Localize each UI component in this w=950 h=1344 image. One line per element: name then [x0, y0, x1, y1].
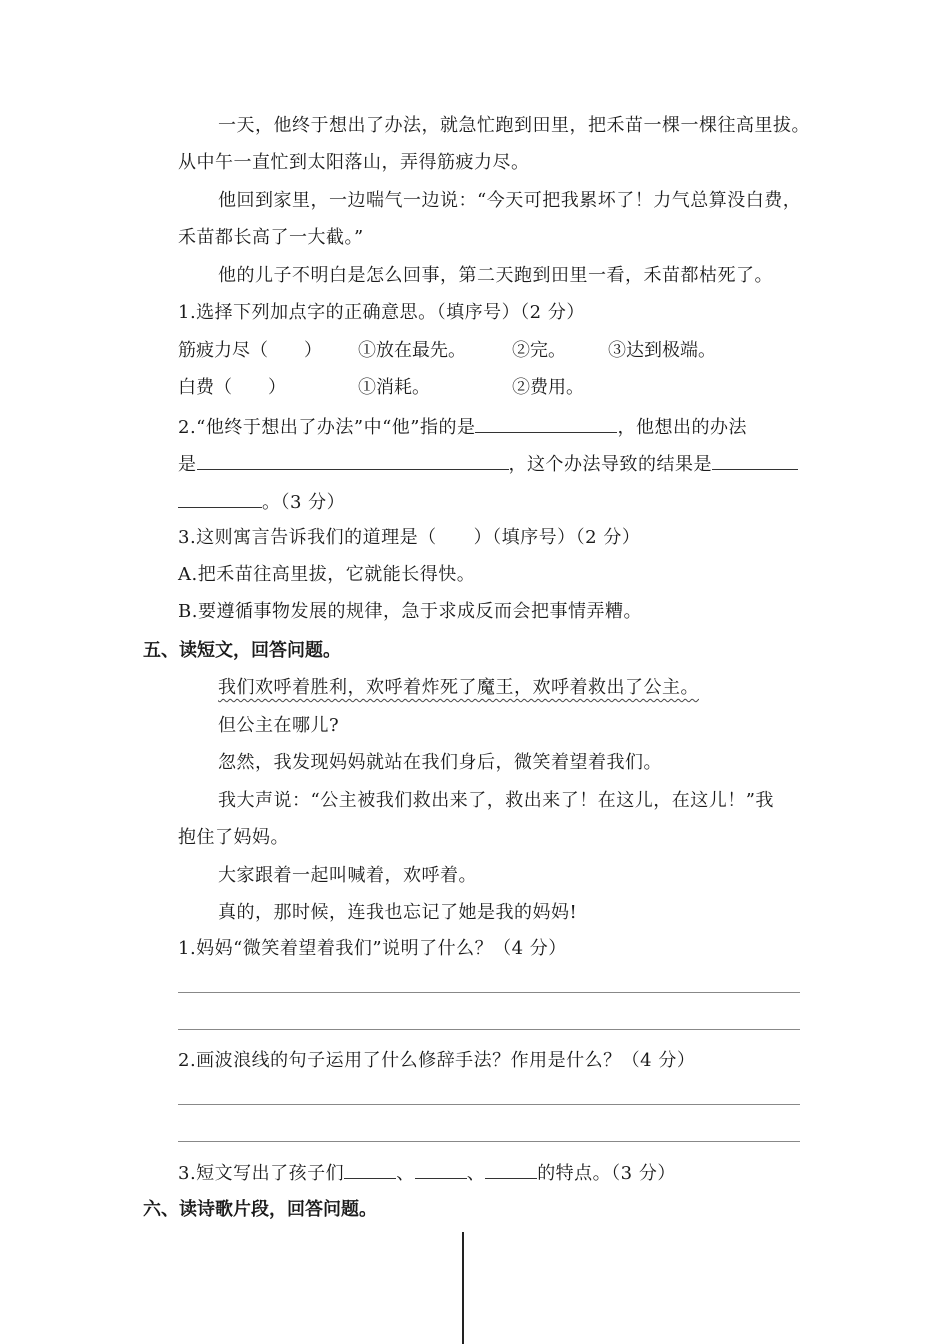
answer-line[interactable] — [178, 1104, 800, 1105]
answer-blank[interactable] — [485, 1160, 537, 1179]
option-b[interactable]: B.要遵循事物发展的规律，急于求成反而会把事情弄糟。 — [178, 601, 642, 622]
question-5-3 — [178, 1160, 676, 1186]
answer-blank[interactable] — [712, 451, 798, 470]
passage-paragraph: 他的儿子不明白是怎么回事，第二天跑到田里一看，禾苗都枯死了。 — [218, 265, 773, 286]
q4-1-option-2: ②费用。 — [512, 377, 584, 398]
passage-paragraph: 一天，他终于想出了办法，就急忙跑到田里，把禾苗一棵一棵往高里拔。 — [218, 115, 810, 136]
q4-1-option-3: ③达到极端。 — [608, 340, 716, 361]
answer-line[interactable] — [178, 992, 800, 993]
question-text: 是 — [178, 454, 197, 475]
question-text: ，他想出的办法 — [617, 417, 747, 438]
passage-paragraph-wavy — [218, 676, 699, 700]
question-text: 。（3 分） — [262, 492, 346, 513]
question-text: 的特点。（3 分） — [537, 1163, 676, 1184]
question-text: 2.“他终于想出了办法”中“他”指的是 — [178, 417, 476, 438]
column-divider — [462, 1232, 464, 1344]
answer-blank[interactable] — [415, 1160, 467, 1179]
answer-blank[interactable] — [197, 451, 509, 470]
q4-1-word-answer-slot[interactable]: 白费（ ） — [178, 377, 286, 398]
question-4-3: 3.这则寓言告诉我们的道理是（ ）（填序号）（2 分） — [178, 527, 641, 548]
q4-1-word-answer-slot[interactable]: 筋疲力尽（ ） — [178, 340, 322, 361]
passage-paragraph-continued: 禾苗都长高了一大截。” — [178, 227, 364, 248]
question-4-1: 1.选择下列加点字的正确意思。（填序号）（2 分） — [178, 302, 585, 323]
answer-blank[interactable] — [344, 1160, 396, 1179]
passage-paragraph: 他回到家里，一边喘气一边说：“今天可把我累坏了！力气总算没白费， — [218, 190, 802, 211]
question-text: 3.短文写出了孩子们 — [178, 1163, 345, 1184]
passage-paragraph: 但公主在哪儿? — [218, 715, 340, 736]
passage-paragraph: 大家跟着一起叫喊着，欢呼着。 — [218, 865, 477, 886]
answer-line[interactable] — [178, 1141, 800, 1142]
question-4-2-continued — [178, 451, 798, 477]
answer-blank[interactable] — [178, 489, 262, 508]
section-6-heading: 六、读诗歌片段，回答问题。 — [143, 1199, 377, 1220]
question-5-1: 1.妈妈“微笑着望着我们”说明了什么？（4 分） — [178, 938, 567, 959]
answer-line[interactable] — [178, 1029, 800, 1030]
separator: 、 — [396, 1163, 415, 1184]
question-5-2: 2.画波浪线的句子运用了什么修辞手法？作用是什么？（4 分） — [178, 1050, 696, 1071]
passage-paragraph: 我大声说：“公主被我们救出来了，救出来了！在这儿，在这儿！”我 — [218, 790, 774, 811]
question-text: ，这个办法导致的结果是 — [508, 454, 712, 475]
q4-1-option-2: ②完。 — [512, 340, 566, 361]
answer-blank[interactable] — [475, 414, 617, 433]
question-4-2 — [178, 414, 747, 440]
passage-paragraph: 忽然，我发现妈妈就站在我们身后，微笑着望着我们。 — [218, 752, 662, 773]
q4-1-option-1: ①消耗。 — [358, 377, 430, 398]
passage-paragraph-continued: 从中午一直忙到太阳落山，弄得筋疲力尽。 — [178, 152, 530, 173]
separator: 、 — [466, 1163, 486, 1184]
q4-1-option-1: ①放在最先。 — [358, 340, 466, 361]
option-a[interactable]: A.把禾苗往高里拔，它就能长得快。 — [178, 564, 476, 585]
wavy-underlined-sentence: 我们欢呼着胜利，欢呼着炸死了魔王，欢呼着救出了公主。 — [218, 677, 699, 698]
question-4-2-continued — [178, 489, 345, 515]
passage-paragraph-continued: 抱住了妈妈。 — [178, 827, 289, 848]
section-5-heading: 五、读短文，回答问题。 — [143, 640, 341, 661]
passage-paragraph: 真的，那时候，连我也忘记了她是我的妈妈! — [218, 902, 578, 923]
